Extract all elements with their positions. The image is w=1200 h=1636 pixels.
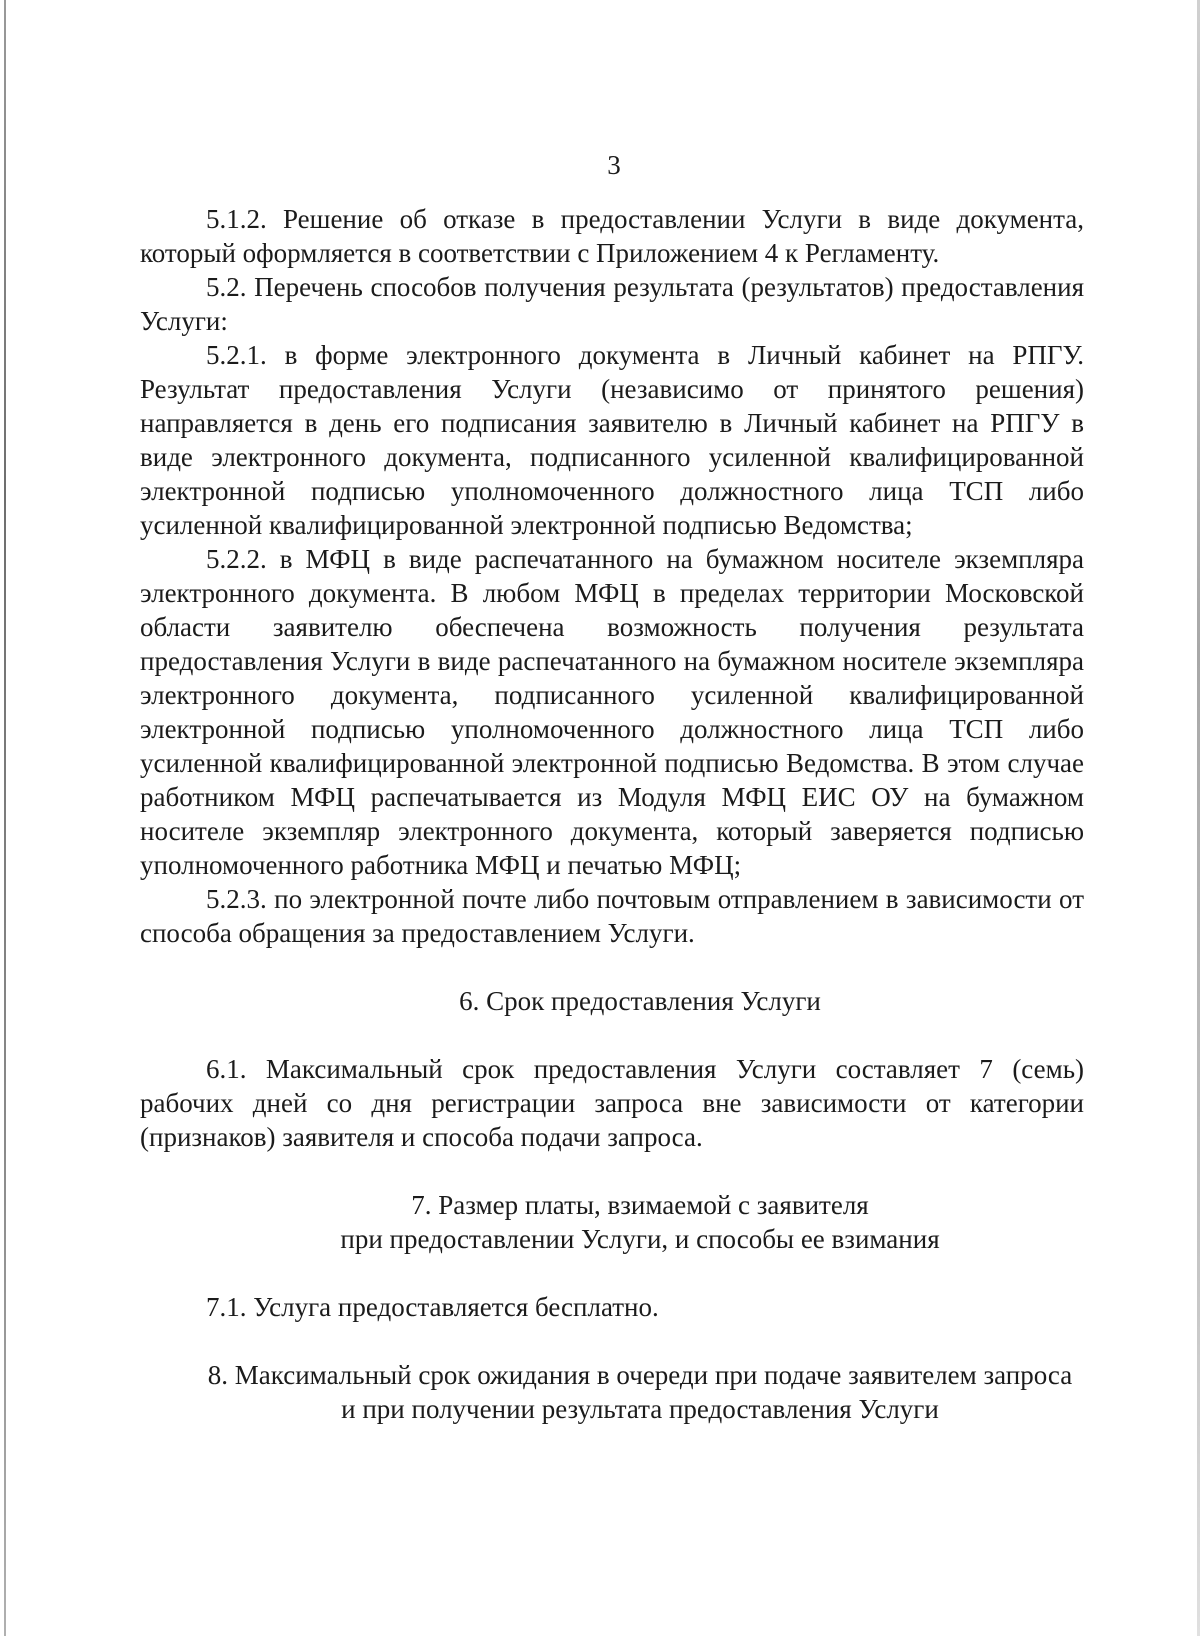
section-6-heading: 6. Срок предоставления Услуги	[459, 986, 821, 1016]
page-number: 3	[607, 150, 621, 180]
paragraph-5-2-3: 5.2.3. по электронной почте либо почтовым отправлением в зависимости от способа обращения за предоставлением Услуги.	[140, 884, 1084, 948]
paragraph-5-2-2: 5.2.2. в МФЦ в виде распечатанного на бумажном носителе экземпляра электронного документа. В любом МФЦ в пределах территории Московской области заявителю обеспечена возможность получения результата предоставления Услуги в виде распечатанного на бумажном носителе экземпляра электронного документа, подписанного усиленной квалифицированной электронной подписью уполномоченного должностного лица ТСП либо усиленной квалифицированной электронной подписью Ведомства. В этом случае работником МФЦ распечатывается из Модуля МФЦ ЕИС ОУ на бумажном носителе экземпляр электронного документа, который заверяется подписью уполномоченного работника МФЦ и печатью МФЦ;	[140, 544, 1084, 880]
section-7-heading	[140, 1188, 1084, 1256]
paragraph-5-1-2: 5.1.2. Решение об отказе в предоставлении Услуги в виде документа, который оформляется в соответствии с Приложением 4 к Регламенту.	[140, 204, 1084, 268]
scan-edge-left	[4, 0, 6, 1636]
section-8-heading-line-1: 8. Максимальный срок ожидания в очереди при подаче заявителем запроса	[207, 1360, 1073, 1390]
paragraph-5-2: 5.2. Перечень способов получения результата (результатов) предоставления Услуги:	[140, 272, 1084, 336]
section-8-heading-line-2: и при получении результата предоставления Услуги	[341, 1394, 939, 1424]
section-7-heading-line-1: 7. Размер платы, взимаемой с заявителя	[411, 1190, 869, 1220]
section-7-heading-line-2: при предоставлении Услуги, и способы ее взимания	[340, 1224, 940, 1254]
paragraph-7-1: 7.1. Услуга предоставляется бесплатно.	[206, 1292, 659, 1322]
document-body	[140, 202, 1084, 1426]
section-8-heading	[140, 1358, 1084, 1426]
paragraph-6-1: 6.1. Максимальный срок предоставления Услуги составляет 7 (семь) рабочих дней со дня регистрации запроса вне зависимости от категории (признаков) заявителя и способа подачи запроса.	[140, 1054, 1084, 1152]
paragraph-5-2-1: 5.2.1. в форме электронного документа в Личный кабинет на РПГУ. Результат предоставления Услуги (независимо от принятого решения) направляется в день его подписания заявителю в Личный кабинет на РПГУ в виде электронного документа, подписанного усиленной квалифицированной электронной подписью уполномоченного должностного лица ТСП либо усиленной квалифицированной электронной подписью Ведомства;	[140, 340, 1084, 540]
